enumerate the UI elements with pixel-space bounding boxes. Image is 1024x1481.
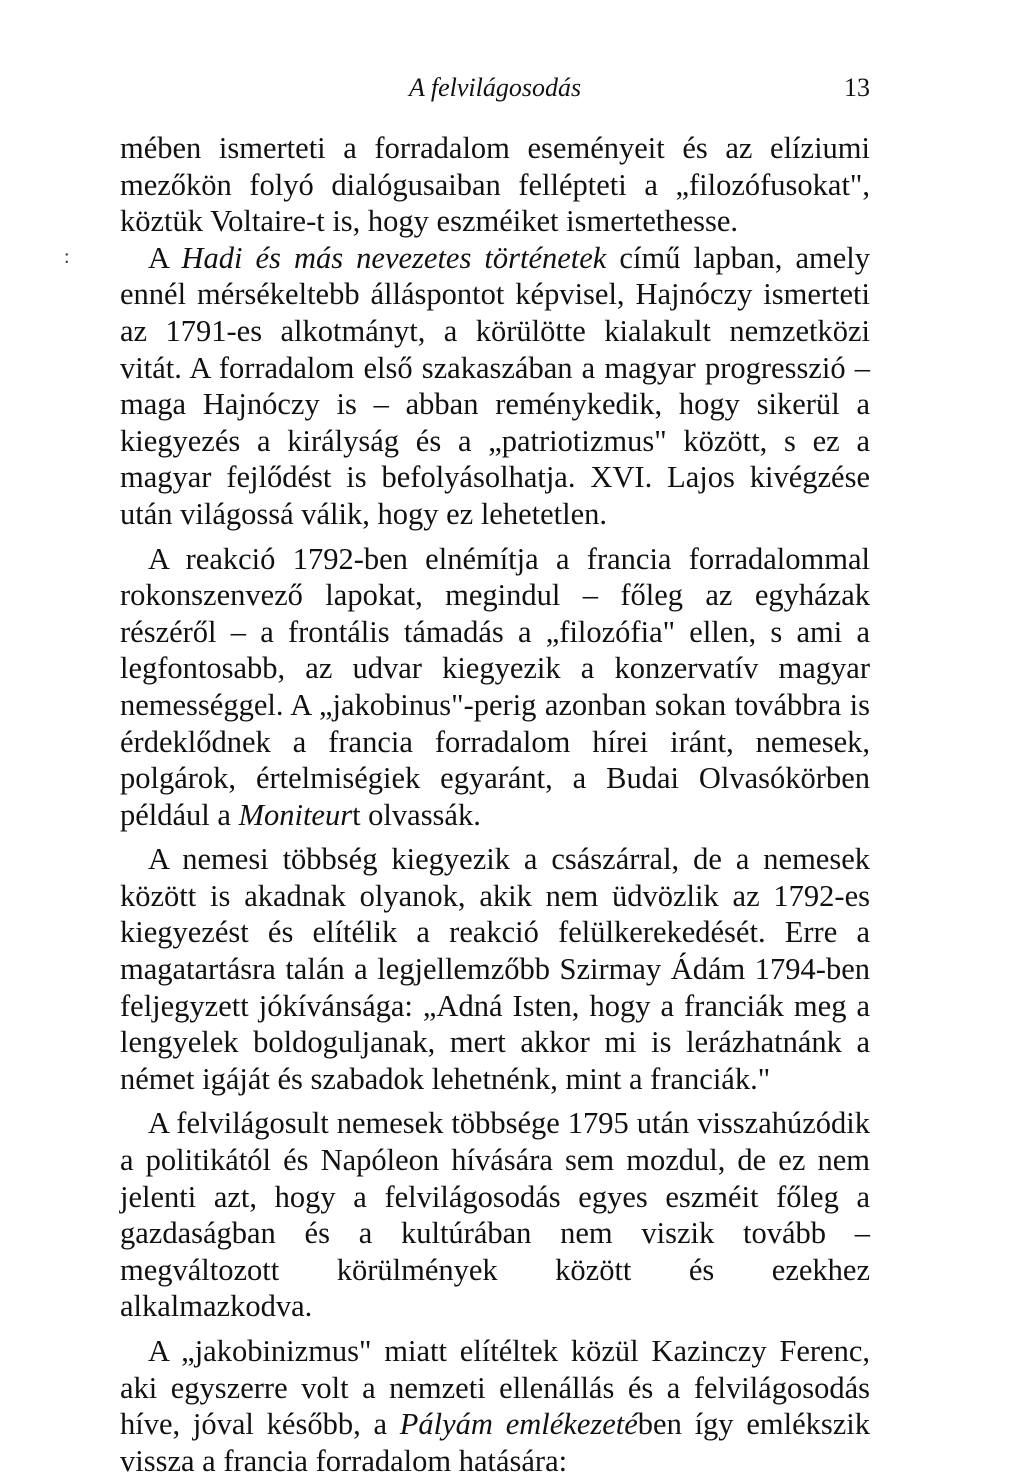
paragraph	[120, 240, 870, 533]
paragraph	[120, 541, 870, 834]
italic-title-text: Moniteur	[238, 797, 353, 832]
italic-title-text: Pályám emlékezeté	[399, 1407, 638, 1442]
paragraph-text: A reakció 1792-ben elnémítja a francia forradalommal rokonszenvező lapokat, megindul – főleg az egyházak részéről – a frontális támadás a „filozófia" ellen, s ami a legfontosabb, az udvar kiegyezik a konzervatív magyar nemességgel. A „jakobinus"-perig azonban sokan továbbra is érdeklődnek a francia forradalom hírei iránt, nemesek, polgárok, értelmiségiek egyaránt, a Budai Olvasókörben például a	[120, 541, 870, 832]
paragraph-text: ben így emlékszik vissza a francia forradalom hatására:	[120, 1407, 870, 1478]
paragraph	[120, 130, 870, 240]
paragraph-text: című lapban, amely ennél mérsékeltebb álláspontot képvisel, Hajnóczy ismerteti az 1791-es alkotmányt, a körülötte kialakult nemzetközi vitát. A forradalom első szakaszában a magyar progresszió – maga Hajnóczy is – abban reménykedik, hogy sikerül a kiegyezés a királyság és a „patriotizmus" között, s ez a magyar fejlődést is befolyásolhatja. XVI. Lajos kivégzése után világossá válik, hogy ez lehetetlen.	[120, 240, 871, 531]
body-text	[120, 130, 870, 1479]
paragraph	[120, 1105, 870, 1325]
margin-mark: :	[64, 246, 70, 268]
paragraph-text: A	[148, 240, 182, 275]
running-head	[120, 70, 870, 106]
page-number: 13	[844, 73, 870, 102]
italic-title-text: Hadi és más nevezetes történetek	[181, 240, 607, 275]
paragraph-text: mében ismerteti a forradalom eseményeit és az elíziumi mezőkön folyó dialógusaiban fellépteti a „filozófusokat", köztük Voltaire-t is, hogy eszméiket ismertethesse.	[120, 131, 870, 239]
paragraph-text: A nemesi többség kiegyezik a császárral, de a nemesek között is akadnak olyanok, akik nem üdvözlik az 1792-es kiegyezést és elítélik a reakció felülkerekedését. Erre a magatartásra talán a legjellemzőbb Szirmay Ádám 1794-ben feljegyzett jókívánsága: „Adná Isten, hogy a franciák meg a lengyelek boldoguljanak, mert akkor mi is lerázhatnánk a német igáját és szabadok lehetnénk, mint a franciák."	[120, 842, 870, 1096]
paragraph-text: A felvilágosult nemesek többsége 1795 után visszahúzódik a politikától és Napóleon hívására sem mozdul, de ez nem jelenti azt, hogy a felvilágosodás egyes eszméit főleg a gazdaságban és a kultúrában nem viszik tovább – megváltozott körülmények között és ezekhez alkalmazkodva.	[120, 1106, 870, 1324]
paragraph	[120, 1333, 870, 1479]
paragraph-text: A „jakobinizmus" miatt elítéltek közül Kazinczy Ferenc, aki egyszerre volt a nemzeti ellenállás és a felvilágosodás híve, jóval később, a	[120, 1334, 870, 1442]
running-title: A felvilágosodás	[408, 73, 582, 102]
paragraph	[120, 841, 870, 1097]
paragraph-text: t olvassák.	[352, 797, 481, 832]
